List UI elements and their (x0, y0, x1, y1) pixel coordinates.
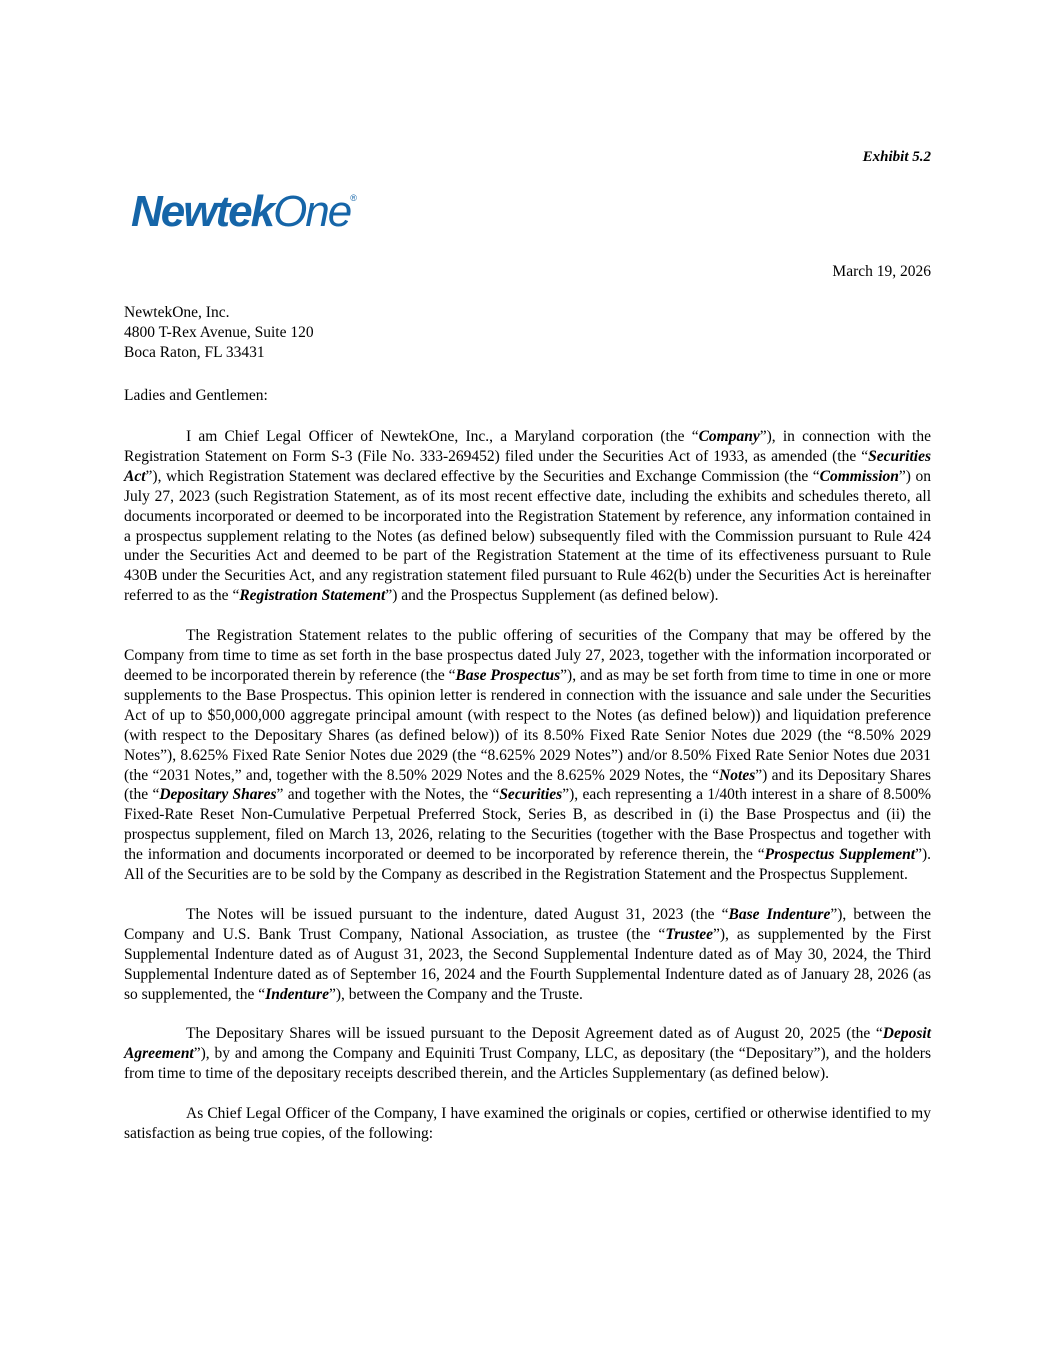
letter-date: March 19, 2026 (832, 263, 931, 280)
paragraph-text: As Chief Legal Officer of the Company, I have examined the originals or copies, certified or otherwise identified to my satisfaction as being true copies, of the following: (124, 1105, 931, 1143)
logo-text-bold: Newtek (131, 187, 274, 236)
paragraph-text: I am Chief Legal Officer of NewtekOne, Inc., a Maryland corporation (the “ (186, 428, 699, 445)
paragraph-text: ”) on July 27, 2023 (such Registration Statement, as of its most recent effective date, including the exhibits and schedules thereto, all documents incorporated or deemed to be incorporated into the Registration Statement by reference, any information contained in a prospectus supplement relating to the Notes (as defined below) subsequently filed with the Commission pursuant to Rule 424 under the Securities Act and deemed to be part of the Registration Statement at the time of its effectiveness pursuant to Rule 430B under the Securities Act, and any registration statement filed pursuant to Rule 462(b) under the Securities Act is hereinafter referred to as the “ (124, 467, 931, 605)
defined-term: Registration Statement (239, 587, 386, 605)
address-line: NewtekOne, Inc. (124, 304, 230, 321)
paragraph-text: ”), between the Company and the Truste. (328, 985, 583, 1003)
paragraph-text: ”) and the Prospectus Supplement (as defined below). (385, 587, 719, 605)
body-paragraph (124, 905, 931, 1005)
defined-term: Deposit Agreement (124, 1025, 931, 1063)
letter-body (124, 427, 931, 1164)
paragraph-text: ”). All of the Securities are to be sold by the Company as described in the Registration Statement and the Prospectus Supplement. (124, 846, 931, 884)
paragraph-text: ” and together with the Notes, the “ (276, 786, 500, 804)
body-paragraph (124, 1104, 931, 1144)
address-line: Boca Raton, FL 33431 (124, 344, 265, 361)
defined-term: Securities (499, 786, 563, 804)
address-line: 4800 T-Rex Avenue, Suite 120 (124, 324, 314, 341)
paragraph-text: ”), in connection with the Registration Statement on Form S-3 (File No. 333-269452) filed under the Securities Act of 1933, as amended (the “ (124, 428, 931, 465)
salutation: Ladies and Gentlemen: (124, 387, 268, 404)
paragraph-text: ”), and as may be set forth from time to time in one or more supplements to the Base Prospectus. This opinion letter is rendered in connection with the issuance and sale under the Securities Act of up to $50,000,000 aggregate principal amount (with respect to the Notes (as defined below)) and liquidation preference (with respect to the Depositary Shares (as defined below)) of its 8.50% Fixed Rate Senior Notes due 2029 (the “8.50% 2029 Notes”), 8.625% Fixed Rate Senior Notes due 2029 (the “8.625% 2029 Notes”) and/or 8.50% Fixed Rate Senior Notes due 2031 (the “2031 Notes,” and, together with the 8.50% 2029 Notes and the 8.625% 2029 Notes, the “ (124, 666, 932, 784)
paragraph-text: ”), by and among the Company and Equiniti Trust Company, LLC, as depositary (the “Depositary”), and the holders from time to time of the depositary receipts described therein, and the Articles Supplementary (as defined below). (124, 1045, 931, 1083)
defined-term: Prospectus Supplement (764, 846, 916, 864)
newtekone-logo (131, 187, 357, 236)
defined-term: Securities Act (124, 447, 931, 485)
defined-term: Commission (819, 467, 899, 485)
registered-mark: ® (350, 193, 357, 203)
defined-term: Trustee (665, 925, 713, 943)
defined-term: Company (698, 428, 760, 445)
defined-term: Base Indenture (728, 905, 831, 923)
recipient-address (124, 303, 314, 363)
defined-term: Base Prospectus (455, 666, 561, 684)
paragraph-text: ”), each representing a 1/40th interest in a share of 8.500% Fixed-Rate Reset Non-Cumulative Perpetual Preferred Stock, Series B, as described in (i) the Base Prospectus and (ii) the prospectus supplement, filed on March 13, 2026, relating to the Securities (together with the Base Prospectus and together with the information and documents incorporated or deemed to be incorporated by reference therein, the “ (124, 786, 931, 864)
body-paragraph (124, 626, 931, 885)
defined-term: Depositary Shares (159, 786, 277, 804)
paragraph-text: ”), which Registration Statement was declared effective by the Securities and Exchange Commission (the “ (145, 467, 820, 485)
defined-term: Notes (719, 766, 756, 784)
paragraph-text: The Registration Statement relates to the public offering of securities of the Company that may be offered by the Company from time to time as set forth in the base prospectus dated July 27, 2023, together with the information incorporated or deemed to be incorporated therein by reference (the “ (124, 627, 931, 684)
body-paragraph (124, 1024, 931, 1084)
paragraph-text: The Depositary Shares will be issued pursuant to the Deposit Agreement dated as of August 20, 2025 (the “ (186, 1025, 883, 1043)
paragraph-text: ”) and its Depositary Shares (the “ (124, 766, 932, 804)
paragraph-text: ”), between the Company and U.S. Bank Trust Company, National Association, as trustee (the “ (124, 905, 931, 943)
paragraph-text: ”), as supplemented by the First Supplemental Indenture dated as of August 31, 2023, the Second Supplemental Indenture dated as of May 30, 2024, the Third Supplemental Indenture dated as of September 16, 2024 and the Fourth Supplemental Indenture dated as of January 28, 2026 (as so supplemented, the “ (124, 925, 931, 1003)
exhibit-label: Exhibit 5.2 (862, 149, 931, 165)
body-paragraph (124, 427, 931, 606)
defined-term: Indenture (265, 985, 329, 1003)
logo-text-light: One (273, 187, 351, 236)
paragraph-text: The Notes will be issued pursuant to the indenture, dated August 31, 2023 (the “ (186, 905, 729, 923)
